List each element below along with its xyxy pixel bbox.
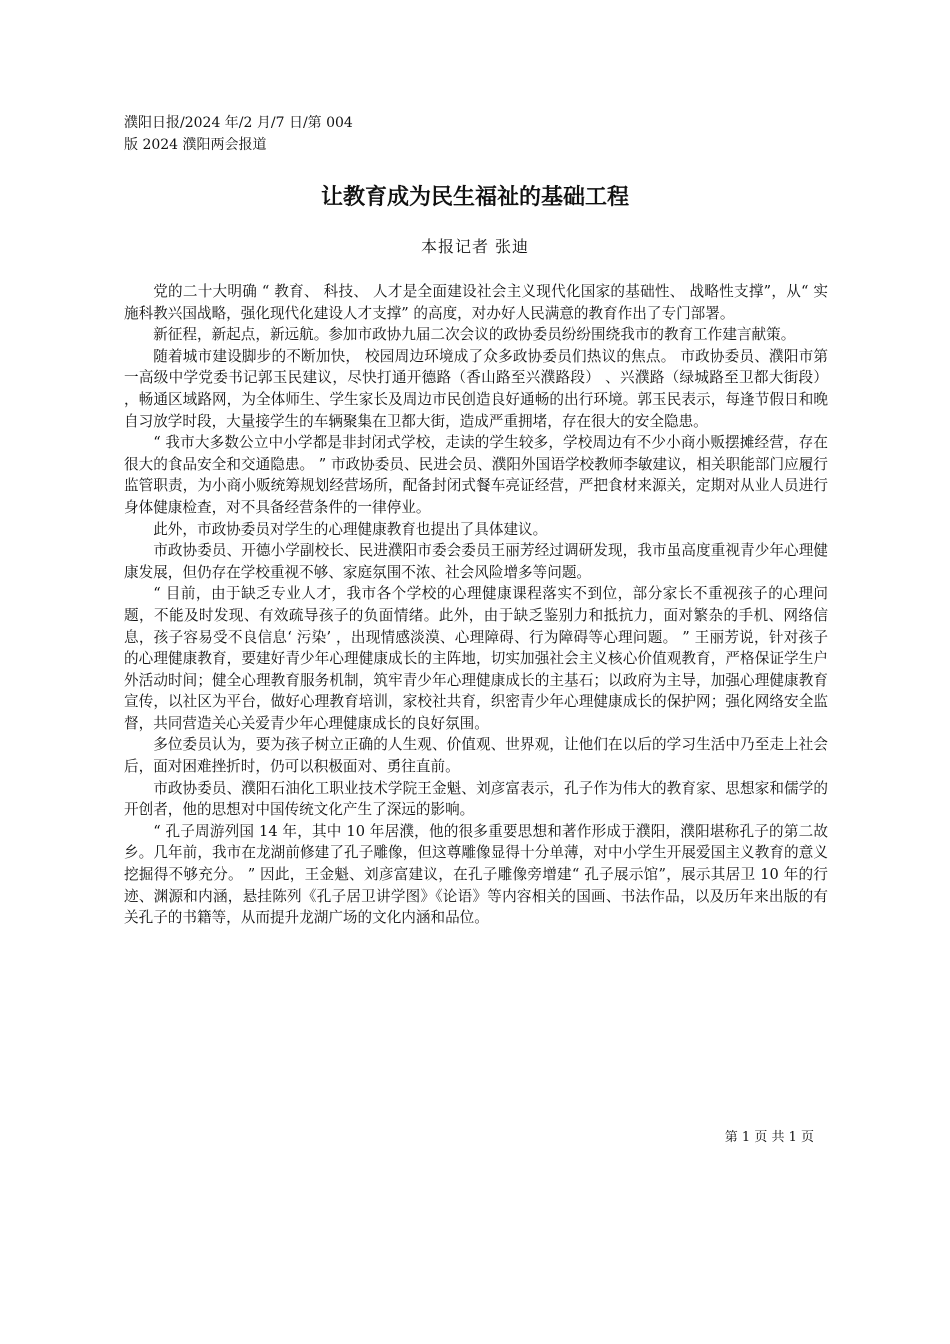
source-line-1: 濮阳日报/2024 年/2 月/7 日/第 004 [124,115,353,131]
article-byline: 本报记者 张迪 [420,237,530,256]
paragraph: “ 孔子周游列国 14 年，其中 10 年居濮，他的很多重要思想和著作形成于濮阳，濮阳堪称孔子的第二故乡。几年前，我市在龙湖前修建了孔子雕像，但这尊雕像显得十分单薄，对中小学生开展爱国主义教育的意义挖掘得不够充分。 ” 因此，王金魁、刘彦富建议，在孔子雕像旁增建“ 孔子展示馆”，展示其居卫 10 年的行迹、渊源和内涵，悬挂陈列《孔子居卫讲学图》《论语》等内容相关的国画、书法作品，以及历年来出版的有关孔子的书籍等，从而提升龙湖广场的文化内涵和品位。 [124,822,828,927]
paragraph: “ 目前，由于缺乏专业人才，我市各个学校的心理健康课程落实不到位，部分家长不重视孩子的心理问题，不能及时发现、有效疏导孩子的负面情绪。此外，由于缺乏鉴别力和抵抗力，面对繁杂的手机、网络信息，孩子容易受不良信息‘ 污染’ ，出现情感淡漠、心理障碍、行为障碍等心理问题。 ” 王丽芳说，针对孩子的心理健康教育，要建好青少年心理健康成长的主阵地，切实加强社会主义核心价值观教育，严格保证学生户外活动时间；健全心理教育服务机制，筑牢青少年心理健康成长的主基石；以政府为主导，加强心理健康教育宣传，以社区为平台，做好心理教育培训，家校社共育，织密青少年心理健康成长的保护网；强化网络安全监督，共同营造关心关爱青少年心理健康成长的良好氛围。 [124,585,828,732]
paragraph: 党的二十大明确 “ 教育、 科技、 人才是全面建设社会主义现代化国家的基础性、 战略性支撑”，从“ 实施科教兴国战略，强化现代化建设人才支撑” 的高度，对办好人民满意的教育作出了专门部署。 [124,283,828,322]
paragraph: 随着城市建设脚步的不断加快， 校园周边环境成了众多政协委员们热议的焦点。 市政协委员、濮阳市第一高级中学党委书记郭玉民建议，尽快打通开德路（香山路至兴濮路段） 、兴濮路（绿城路至卫都大街段） ，畅通区域路网，为全体师生、学生家长及周边市民创造良好通畅的出行环境。郭玉民表示，每逢节假日和晚自习放学时段，大量接学生的车辆聚集在卫都大街，造成严重拥堵，存在很大的安全隐患。 [124,347,828,430]
paragraph: 市政协委员、濮阳石油化工职业技术学院王金魁、刘彦富表示，孔子作为伟大的教育家、思想家和儒学的开创者，他的思想对中国传统文化产生了深远的影响。 [124,779,828,819]
paragraph: 多位委员认为，要为孩子树立正确的人生观、价值观、世界观，让他们在以后的学习生活中乃至走上社会后，面对困难挫折时，仍可以积极面对、勇往直前。 [124,736,828,776]
paragraph: “ 我市大多数公立中小学都是非封闭式学校，走读的学生较多，学校周边有不少小商小贩摆摊经营，存在很大的食品安全和交通隐患。 ” 市政协委员、民进会员、濮阳外国语学校教师李敏建议，相关职能部门应履行监管职责，为小商小贩统筹规划经营场所，配备封闭式餐车亮证经营，严把食材来源关，定期对从业人员进行身体健康检查，对不具备经营条件的一律停业。 [124,434,828,516]
paragraph: 市政协委员、开德小学副校长、民进濮阳市委会委员王丽芳经过调研发现，我市虽高度重视青少年心理健康发展，但仍存在学校重视不够、家庭氛围不浓、社会风险增多等问题。 [124,542,828,581]
source-info [124,112,424,156]
paragraph: 新征程，新起点，新远航。参加市政协九届二次会议的政协委员纷纷围绕我市的教育工作建言献策。 [153,326,796,344]
paragraph: 此外，市政协委员对学生的心理健康教育也提出了具体建议。 [153,520,548,538]
page-number: 第 1 页 共 1 页 [724,1130,814,1145]
article-title: 让教育成为民生福祉的基础工程 [320,185,629,210]
source-line-2: 版 2024 濮阳两会报道 [124,137,267,153]
article-body [124,281,828,929]
